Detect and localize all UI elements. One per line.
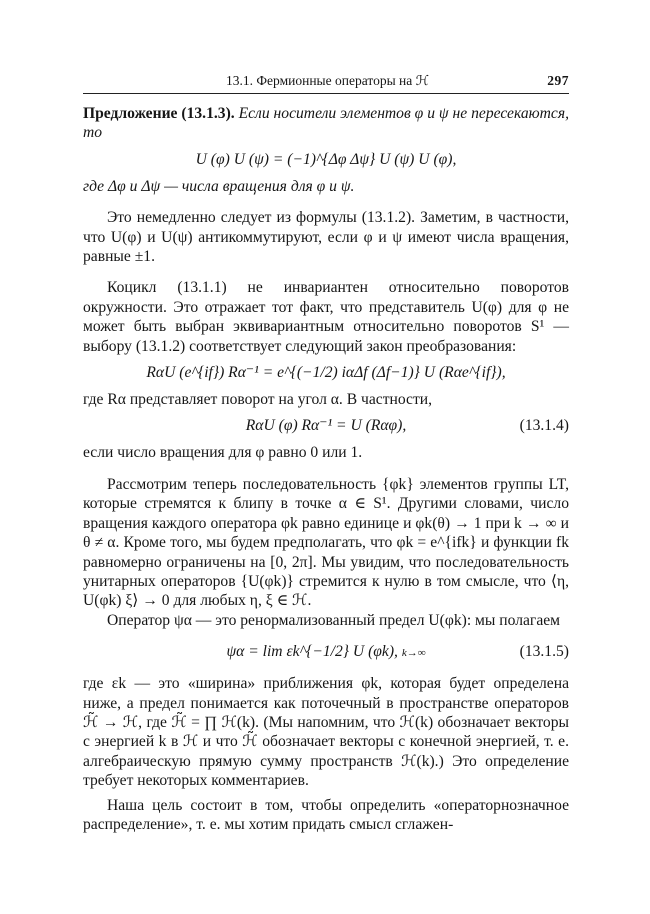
formula-13-1-4: RαU (φ) Rα⁻¹ = U (Rαφ), <box>245 417 407 435</box>
formula-13-1-5-body: ψα = lim εk^{−1/2} U (φk), <box>226 643 398 661</box>
limit-subscript: k→∞ <box>401 647 426 660</box>
header-rule <box>83 93 569 94</box>
transformation-formula-row <box>83 358 569 388</box>
equation-tag-13-1-5: (13.1.5) <box>519 643 569 661</box>
proposition-statement: Если носители элементов φ и ψ не пересекаются, то <box>83 105 569 142</box>
formula-13-1-5-row <box>83 632 569 672</box>
paragraph-6: Оператор ψα — это ренормализованный предел U(φk): мы полагаем <box>107 611 561 629</box>
paragraph-8: Наша цель состоит в том, чтобы определить «операторнозначное распределение», т. е. мы хотим придать смысл сглажен- <box>83 796 569 833</box>
running-header <box>83 72 569 92</box>
proposition-where: где Δφ и Δψ — числа вращения для φ и ψ. <box>83 177 355 195</box>
paragraph-1: Это немедленно следует из формулы (13.1.2). Заметим, в частности, что U(φ) и U(ψ) антикоммутируют, если φ и ψ имеют числа вращения, равные ±1. <box>83 209 569 266</box>
paragraph-3: где Rα представляет поворот на угол α. В частности, <box>83 391 433 409</box>
formula-13-1-4-row <box>83 411 569 441</box>
proposition-formula-row <box>83 145 569 175</box>
equation-tag-13-1-4: (13.1.4) <box>519 417 569 435</box>
running-title: 13.1. Фермионные операторы на ℋ <box>226 73 429 88</box>
paragraph-7: где εk — это «ширина» приближения φk, которая будет определена ниже, а предел понимается как поточечный в пространстве операторов ℋ̃ → ℋ, где ℋ̃ = ∏ ℋ(k). (Мы напомним, что ℋ(k) обозначает векторы с энергией k в ℋ и что ℋ̃ обозначает векторы с конечной энергией, т. е. алгебраическую прямую сумму пространств ℋ(k).) Это определение требует некоторых комментариев. <box>83 675 569 790</box>
paragraph-5: Рассмотрим теперь последовательность {φk} элементов группы LT, которые стремятся к блипу в точке α ∈ S¹. Другими словами, число вращения каждого оператора φk равно единице и φk(θ) → 1 при k → ∞ и θ ≠ α. Кроме того, мы будем предполагать, что φk = e^{ifk} и функции fk равномерно ограничены на [0, 2π]. Мы увидим, что последовательность унитарных операторов {U(φk)} стремится к нулю в том смысле, что ⟨η, U(φk) ξ⟩ → 0 для любых η, ξ ∈ ℋ. <box>83 475 569 610</box>
page-number: 297 <box>547 73 569 88</box>
proposition-label: Предложение (13.1.3). <box>83 105 235 122</box>
paragraph-2: Коцикл (13.1.1) не инвариантен относительно поворотов окружности. Это отражает тот факт, что представитель U(φ) для φ не может быть выбран эквивариантным относительно поворотов S¹ — выбору (13.1.2) соответствует следующий закон преобразования: <box>83 279 569 355</box>
proposition <box>83 104 569 143</box>
proposition-formula: U (φ) U (ψ) = (−1)^{Δφ Δψ} U (ψ) U (φ), <box>195 150 457 168</box>
formula-13-1-5 <box>83 632 569 673</box>
page-body <box>83 104 569 834</box>
paragraph-4: если число вращения для φ равно 0 или 1. <box>83 444 363 462</box>
transformation-formula: RαU (e^{if}) Rα⁻¹ = e^{(−1/2) iαΔf (Δf−1)} U (Rαe^{if}), <box>146 364 506 382</box>
